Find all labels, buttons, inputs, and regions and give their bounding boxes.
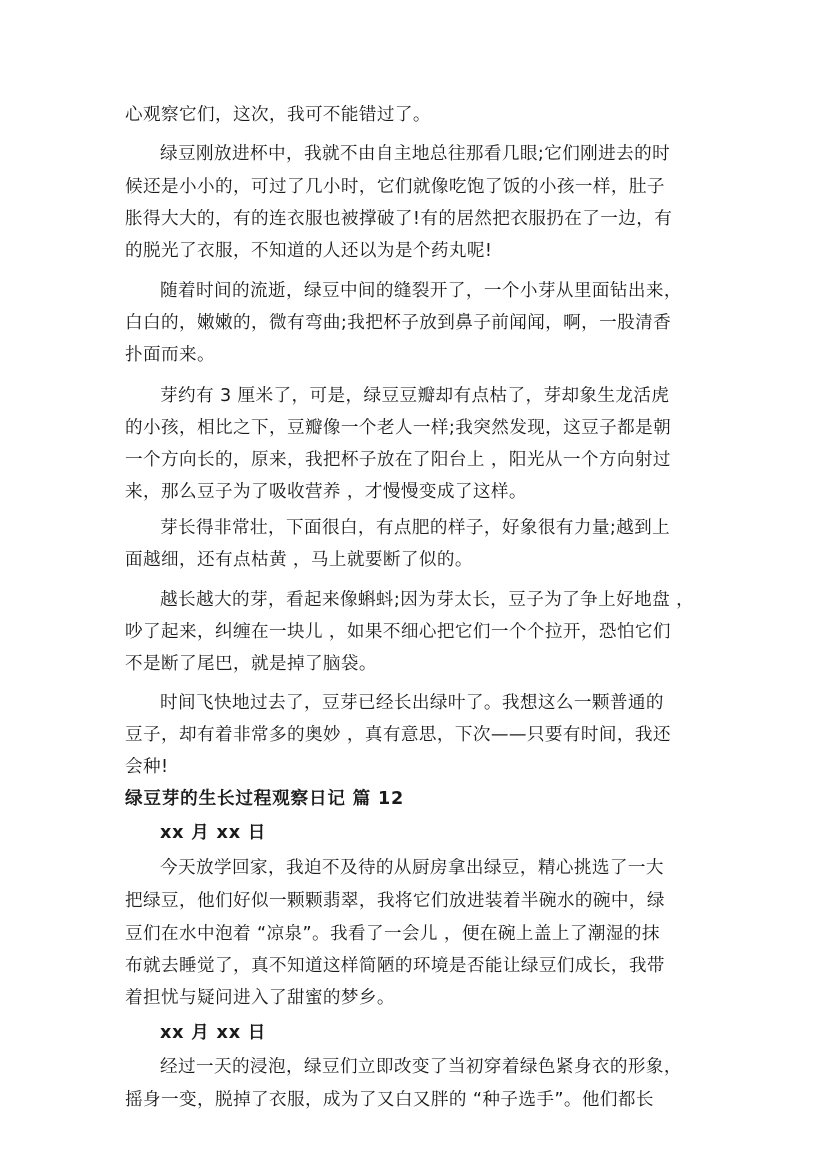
text-line: 胀得大大的，有的连衣服也被撑破了!有的居然把衣服扔在了一边，有 — [125, 209, 673, 229]
date-heading: xx 月 xx 日 — [160, 823, 267, 843]
text-line: 来，那么豆子为了吸收营养 ，才慢慢变成了这样。 — [125, 482, 527, 502]
text-line: 布就去睡觉了，真不知道这样简陋的环境是否能让绿豆们成长，我带 — [125, 956, 665, 976]
text-line: 一个方向长的，原来，我把杯子放在了阳台上 ，阳光从一个方向射过 — [125, 450, 671, 470]
text-line: 豆们在水中泡着 “凉泉”。我看了一会儿 ，便在碗上盖上了潮湿的抹 — [125, 924, 660, 944]
text-line: 芽约有 3 厘米了，可是，绿豆豆瓣却有点枯了，芽却象生龙活虎 — [160, 386, 670, 406]
text-line: 会种! — [125, 757, 169, 777]
text-line: 豆子，却有着非常多的奥妙 ，真有意思，下次——只要有时间，我还 — [125, 725, 671, 745]
text-line: 吵了起来，纠缠在一块儿 ，如果不细心把它们一个个拉开，恐怕它们 — [125, 622, 671, 642]
text-line: 摇身一变，脱掉了衣服，成为了又白又胖的 “种子选手”。他们都长 — [125, 1090, 654, 1110]
text-line: 芽长得非常壮，下面很白，有点肥的样子，好象很有力量;越到上 — [160, 518, 671, 538]
text-line: 把绿豆，他们好似一颗颗翡翠，我将它们放进装着半碗水的碗中，绿 — [125, 891, 665, 911]
text-line: 不是断了尾巴，就是掉了脑袋。 — [125, 654, 377, 674]
text-line: 今天放学回家，我迫不及待的从厨房拿出绿豆，精心挑选了一大 — [160, 858, 664, 878]
text-line: 扑面而来。 — [125, 345, 215, 365]
text-line: 着担忧与疑问进入了甜蜜的梦乡。 — [125, 988, 395, 1008]
text-line: 面越细，还有点枯黄 ，马上就要断了似的。 — [125, 550, 473, 570]
section-title: 绿豆芽的生长过程观察日记 篇 12 — [125, 789, 405, 809]
text-line: 经过一天的浸泡，绿豆们立即改变了当初穿着绿色紧身衣的形象， — [160, 1057, 682, 1077]
text-line: 时间飞快地过去了，豆芽已经长出绿叶了。我想这么一颗普通的 — [160, 693, 664, 713]
text-line: 随着时间的流逝，绿豆中间的缝裂开了，一个小芽从里面钻出来， — [160, 281, 682, 301]
text-line: 白白的，嫩嫩的，微有弯曲;我把杯子放到鼻子前闻闻，啊，一股清香 — [125, 313, 672, 333]
text-line: 的脱光了衣服，不知道的人还以为是个药丸呢! — [125, 241, 493, 261]
text-line: 绿豆刚放进杯中，我就不由自主地总往那看几眼;它们刚进去的时 — [160, 144, 671, 164]
text-line: 心观察它们，这次，我可不能错过了。 — [125, 105, 431, 125]
text-line: 越长越大的芽，看起来像蝌蚪;因为芽太长，豆子为了争上好地盘 ， — [160, 590, 695, 610]
text-line: 的小孩，相比之下，豆瓣像一个老人一样;我突然发现，这豆子都是朝 — [125, 418, 672, 438]
date-heading: xx 月 xx 日 — [160, 1023, 267, 1043]
text-line: 候还是小小的，可过了几小时，它们就像吃饱了饭的小孩一样，肚子 — [125, 177, 665, 197]
